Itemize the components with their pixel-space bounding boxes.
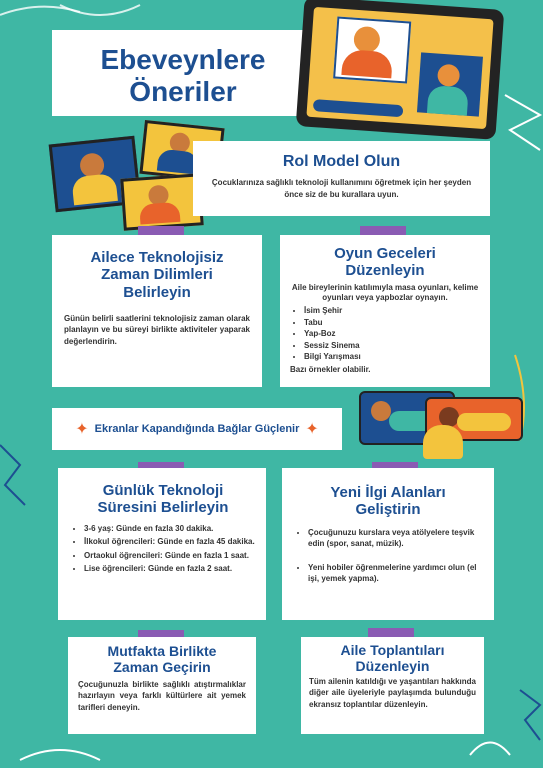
oyun-title-line1: Oyun Geceleri	[334, 245, 436, 262]
rol-model-card	[193, 141, 490, 216]
toplanti-title-line2: Düzenleyin	[355, 658, 430, 675]
page-title-line2: Öneriler	[129, 76, 237, 108]
ilgi-title	[294, 484, 482, 519]
oyun-list	[290, 306, 480, 362]
gunluk-title	[70, 482, 256, 517]
oyun-title	[290, 245, 480, 280]
page-title	[52, 44, 314, 108]
toplanti-title-line1: Aile Toplantıları	[340, 642, 445, 658]
rol-model-text: Çocuklarınıza sağlıklı teknoloji kullanımını öğretmek için her şeyden önce siz de bu kurallara uyun.	[211, 178, 472, 199]
video-call-tablet-illustration	[296, 0, 505, 140]
ailece-text: Günün belirli saatlerini teknolojisiz zaman olarak planlayın ve bu süreyi birlikte aktiviteler yaparak değerlendirin.	[64, 313, 250, 346]
list-item: • Yap-Boz	[304, 329, 480, 339]
toplanti-text: Tüm ailenin katıldığı ve yaşantıları hakkında diğer aile üyeleriyle paylaşımda bulunduğu ekransız toplantılar düzenleyin.	[309, 677, 476, 709]
oyun-title-line2: Düzenleyin	[345, 262, 425, 280]
list-item: • Lise öğrencileri: Günde en fazla 2 saat.	[84, 563, 256, 575]
list-item: • Ortaokul öğrencileri: Günde en fazla 1 saat.	[84, 550, 256, 562]
ailece-card	[52, 235, 262, 387]
ilgi-list	[294, 527, 482, 585]
rol-model-title: Rol Model Olun	[282, 153, 401, 170]
ilgi-card	[282, 468, 494, 620]
header-card	[52, 30, 314, 116]
oyun-card	[280, 235, 490, 387]
list-item: • Tabu	[304, 318, 480, 328]
ilgi-title-line2: Geliştirin	[355, 501, 421, 519]
mutfak-card	[68, 637, 256, 734]
gunluk-card	[58, 468, 266, 620]
gunluk-title-line2: Süresini Belirleyin	[97, 499, 229, 517]
page-title-line1: Ebeveynlere	[100, 44, 266, 75]
list-item: • 3-6 yaş: Günde en fazla 30 dakika.	[84, 523, 256, 535]
list-item: • Sessiz Sinema	[304, 341, 480, 351]
toplanti-card	[301, 637, 484, 734]
mutfak-title-line2: Zaman Geçirin	[113, 659, 211, 676]
oyun-outro: Bazı örnekler olabilir.	[290, 365, 371, 375]
mutfak-text: Çocuğunuzla birlikte sağlıklı atıştırmalıklar hazırlayın veya farklı kültürlere ait yemek tarifleri deneyin.	[78, 680, 246, 712]
banner-text: Ekranlar Kapandığında Bağlar Güçlenir	[94, 422, 300, 435]
list-item: • Yeni hobiler öğrenmelerine yardımcı olun (el işi, yemek yapma).	[308, 562, 482, 585]
mutfak-title-line1: Mutfakta Birlikte	[107, 643, 217, 659]
mutfak-title	[78, 643, 246, 675]
list-item: • Bilgi Yarışması	[304, 352, 480, 362]
toplanti-title	[309, 642, 476, 674]
list-item: • Çocuğunuzu kurslara veya atölyelere teşvik edin (spor, sanat, müzik).	[308, 527, 482, 550]
ailece-title: Ailece Teknolojisiz Zaman Dilimleri Belirleyin	[90, 249, 224, 301]
star-icon: ✦	[75, 421, 89, 438]
list-item: • İsim Şehir	[304, 306, 480, 316]
oyun-intro: Aile bireylerinin katılımıyla masa oyunları, kelime oyunları veya yapbozlar oynayın.	[291, 282, 479, 303]
star-icon: ✦	[305, 421, 319, 438]
list-item: • İlkokul öğrencileri: Günde en fazla 45 dakika.	[84, 536, 256, 548]
ilgi-title-line1: Yeni İlgi Alanları	[330, 484, 446, 501]
banner-card	[52, 408, 342, 450]
gunluk-list	[70, 523, 256, 575]
gunluk-title-line1: Günlük Teknoloji	[102, 482, 224, 499]
